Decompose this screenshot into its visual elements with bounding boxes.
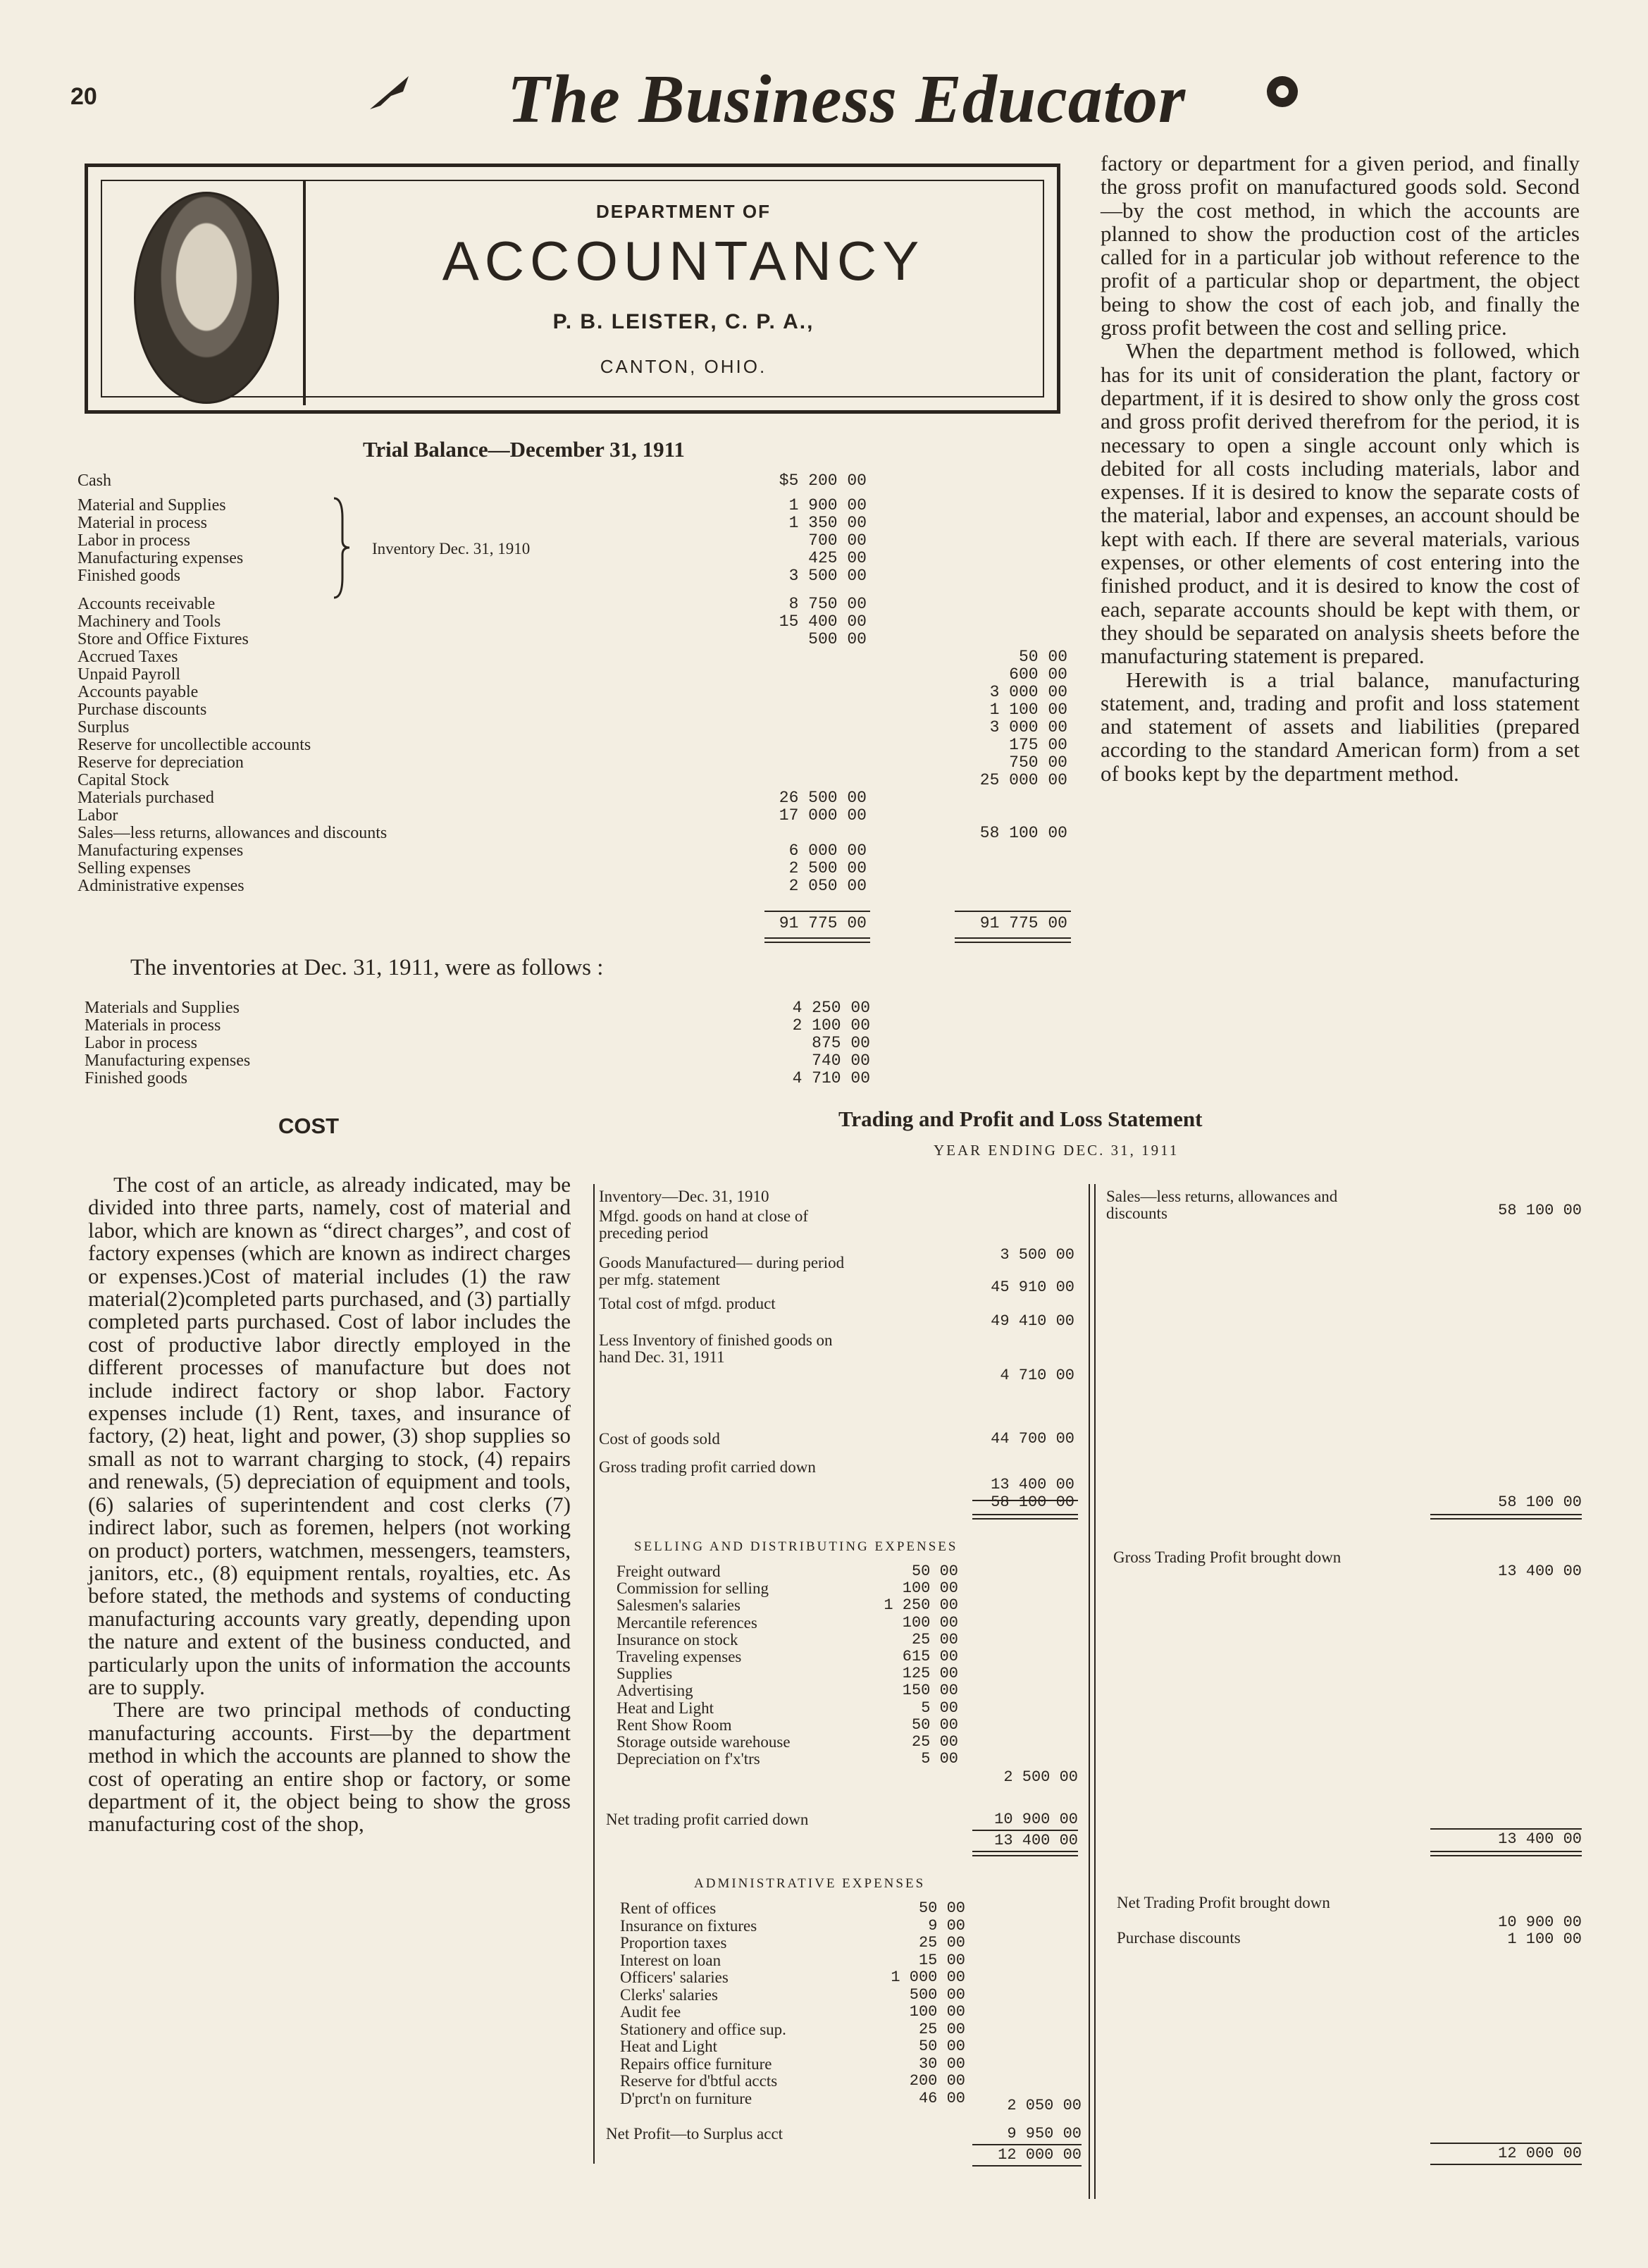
- trial-balance-label: Store and Office Fixtures: [78, 630, 249, 648]
- net-trading-label: Net trading profit carried down: [606, 1811, 809, 1828]
- selling-amount: 100 00: [902, 1613, 958, 1632]
- paragraph: There are two principal methods of conducting manufacturing accounts. First—by the department method in which the accounts are planned to show the cost of operating an entire shop or factory, or some department of it, the object being to show the gross manufacturing cost of the shop,: [88, 1697, 571, 1837]
- net-credit-amount: 10 900 00: [1498, 1913, 1582, 1931]
- quill-pen-icon: [366, 70, 416, 113]
- trial-balance-debit: 3 500 00: [788, 567, 867, 585]
- trial-balance-label: Sales—less returns, allowances and discounts: [78, 824, 388, 842]
- gross-credit-label: Gross Trading Profit brought down: [1113, 1548, 1342, 1566]
- column-rule: [1089, 1184, 1090, 2199]
- rule: [1430, 2143, 1582, 2144]
- trial-balance-label: Unpaid Payroll: [78, 665, 180, 684]
- net-credit-amount: 1 100 00: [1507, 1930, 1582, 1948]
- inventory-label: Finished goods: [85, 1069, 188, 1087]
- trading-debit-total: 58 100 00: [991, 1493, 1074, 1511]
- selling-sum: 13 400 00: [994, 1832, 1078, 1849]
- selling-amount: 50 00: [911, 1563, 958, 1580]
- inventory-value: 740 00: [812, 1052, 870, 1070]
- trial-balance-label: Purchase discounts: [78, 701, 207, 719]
- rule: [972, 1514, 1078, 1515]
- trial-balance-label: Reserve for depreciation: [78, 753, 244, 772]
- trading-debit-amount: 49 410 00: [991, 1312, 1074, 1330]
- trial-balance-debit: 1 350 00: [788, 514, 867, 532]
- cost-heading: COST: [278, 1114, 340, 1138]
- department-label: DEPARTMENT OF: [596, 201, 771, 222]
- selling-amount: 5 00: [921, 1750, 958, 1768]
- selling-label: Rent Show Room: [617, 1715, 732, 1734]
- rule: [972, 1830, 1078, 1831]
- right-column-text: [1101, 152, 1580, 785]
- admin-amount: 50 00: [918, 2038, 965, 2055]
- page-number: 20: [70, 83, 97, 110]
- rule: [764, 942, 870, 943]
- trial-balance-debit: 500 00: [808, 630, 867, 648]
- selling-label: Insurance on stock: [617, 1630, 738, 1648]
- rule: [972, 1518, 1078, 1520]
- admin-amount: 25 00: [918, 1934, 965, 1952]
- admin-amount: 30 00: [918, 2054, 965, 2073]
- trial-balance-credit: 25 000 00: [979, 771, 1067, 789]
- cost-text: [88, 1173, 571, 1836]
- selling-amount: 50 00: [911, 1715, 958, 1734]
- trial-balance-label: Accounts receivable: [78, 595, 216, 613]
- rule: [1430, 1518, 1582, 1520]
- admin-amount: 1 000 00: [891, 1968, 965, 1986]
- admin-label: Audit fee: [620, 2003, 681, 2021]
- selling-label: Depreciation on f'x'trs: [617, 1750, 760, 1768]
- trading-debit-label: Inventory—Dec. 31, 1910: [599, 1188, 769, 1205]
- selling-label: Salesmen's salaries: [617, 1596, 741, 1615]
- trial-balance-label: Manufacturing expenses: [78, 842, 244, 860]
- trading-debit-amount: 45 910 00: [991, 1278, 1074, 1296]
- trading-debit-label: Cost of goods sold: [599, 1430, 720, 1448]
- selling-amount: 5 00: [921, 1699, 958, 1717]
- admin-amount: 15 00: [918, 1951, 965, 1969]
- trial-balance-label: Selling expenses: [78, 859, 191, 877]
- trial-balance-credit: 50 00: [1018, 648, 1067, 666]
- statement-title: Trading and Profit and Loss Statement: [838, 1107, 1203, 1131]
- net-credit-total: 12 000 00: [1498, 2145, 1582, 2162]
- trading-debit-label: Less Inventory of finished goods on hand Dec. 31, 1911: [599, 1331, 833, 1366]
- author-portrait: [134, 192, 279, 404]
- rule: [972, 1855, 1078, 1856]
- gross-credit-amount: 13 400 00: [1498, 1563, 1582, 1580]
- admin-label: Interest on loan: [620, 1951, 721, 1969]
- admin-label: Repairs office furniture: [620, 2054, 772, 2073]
- rule: [1430, 1828, 1582, 1830]
- admin-total: 2 050 00: [1007, 2097, 1082, 2114]
- selling-label: Supplies: [617, 1665, 673, 1683]
- trading-debit-label: Mfgd. goods on hand at close of preceding period: [599, 1207, 809, 1242]
- admin-label: Stationery and office sup.: [620, 2020, 786, 2038]
- net-profit-amount: 9 950 00: [1007, 2125, 1082, 2143]
- masthead-title: The Business Educator: [507, 61, 1187, 137]
- trial-balance-label: Finished goods: [78, 567, 181, 585]
- trial-balance-label: Material in process: [78, 514, 207, 532]
- rule: [1430, 1851, 1582, 1852]
- selling-amount: 150 00: [902, 1682, 958, 1700]
- admin-amount: 500 00: [909, 1985, 965, 2004]
- rule: [955, 942, 1071, 943]
- admin-label: Officers' salaries: [620, 1968, 729, 1986]
- admin-amount: 200 00: [909, 2072, 965, 2090]
- net-profit-label: Net Profit—to Surplus acct: [606, 2125, 783, 2143]
- header-divider: [303, 180, 306, 405]
- rule: [955, 937, 1071, 939]
- trading-debit-amount: 3 500 00: [1000, 1246, 1074, 1264]
- paragraph: Herewith is a trial balance, manufacturing statement, and, trading and profit and loss statement and statement of assets and liabilities (prepared according to the standard American form) from a set of books kept by the department method.: [1101, 667, 1580, 786]
- trial-balance-credit: 3 000 00: [989, 718, 1067, 737]
- trading-debit-amount: 44 700 00: [991, 1430, 1074, 1448]
- trial-balance-debit: 26 500 00: [779, 789, 867, 807]
- selling-label: Storage outside warehouse: [617, 1733, 791, 1751]
- trial-balance-debit: 2 050 00: [788, 877, 867, 895]
- selling-amount: 125 00: [902, 1665, 958, 1683]
- admin-amount: 25 00: [918, 2020, 965, 2038]
- trial-balance-label: Manufacturing expenses: [78, 549, 244, 567]
- statement-subtitle: YEAR ENDING DEC. 31, 1911: [934, 1142, 1179, 1159]
- trial-balance-label: Capital Stock: [78, 771, 169, 789]
- trial-balance-credit: 3 000 00: [989, 683, 1067, 701]
- inventory-label: Materials and Supplies: [85, 999, 240, 1017]
- trading-credit-label: Sales—less returns, allowances and discounts: [1106, 1188, 1338, 1222]
- trial-balance-total-credit: 91 775 00: [979, 914, 1067, 932]
- selling-label: Mercantile references: [617, 1613, 757, 1632]
- trading-credit-amount: 58 100 00: [1498, 1202, 1582, 1219]
- author-city: CANTON, OHIO.: [600, 356, 767, 377]
- selling-label: Commission for selling: [617, 1579, 769, 1598]
- admin-label: Clerks' salaries: [620, 1985, 718, 2004]
- inventories-heading: The inventories at Dec. 31, 1911, were as follows :: [130, 955, 604, 980]
- author-name: P. B. LEISTER, C. P. A.,: [552, 310, 814, 333]
- trial-balance-debit: 15 400 00: [779, 612, 867, 631]
- inventory-value: 875 00: [812, 1034, 870, 1052]
- selling-amount: 100 00: [902, 1579, 958, 1598]
- ornament-icon: [1261, 70, 1303, 113]
- selling-amount: 25 00: [911, 1630, 958, 1648]
- trading-debit-label: Goods Manufactured— during period per mfg. statement: [599, 1254, 845, 1288]
- selling-total: 2 500 00: [1003, 1768, 1078, 1786]
- selling-heading: SELLING AND DISTRIBUTING EXPENSES: [634, 1539, 958, 1554]
- trial-balance-debit: 6 000 00: [788, 842, 867, 860]
- rule: [1430, 1514, 1582, 1515]
- admin-label: Proportion taxes: [620, 1934, 727, 1952]
- trial-balance-debit: 425 00: [808, 549, 867, 567]
- admin-amount: 50 00: [918, 1899, 965, 1917]
- inventory-label: Materials in process: [85, 1016, 221, 1035]
- paragraph: When the department method is followed, which has for its unit of consideration the plant, factory or department, if it is desired to show only the gross cost and gross profit derived therefrom for the period, it is necessary to open a single account only which is debited for all costs including materials, labor and expenses. If it is desired to know the separate costs of the material, labor and expenses, an account should be kept with each. If there are several materials, various expenses, or other elements of cost entering into the finished product, and it is desired to know the cost of each, separate accounts should be kept with them, or they should be separated on analysis sheets before the manufacturing statement is prepared.: [1101, 338, 1580, 669]
- trial-balance-label: Labor: [78, 806, 118, 825]
- trial-balance-label: Cash: [78, 472, 111, 490]
- rule: [972, 2144, 1082, 2145]
- trading-debit-amount: 13 400 00: [991, 1476, 1074, 1493]
- admin-amount: 100 00: [909, 2003, 965, 2021]
- admin-label: Reserve for d'btful accts: [620, 2072, 778, 2090]
- selling-amount: 25 00: [911, 1733, 958, 1751]
- selling-label: Traveling expenses: [617, 1648, 742, 1665]
- trading-debit-label: Gross trading profit carried down: [599, 1458, 816, 1476]
- inventory-value: 2 100 00: [792, 1016, 870, 1035]
- selling-label: Heat and Light: [617, 1699, 714, 1717]
- admin-label: Insurance on fixtures: [620, 1916, 757, 1935]
- trial-balance-debit: 700 00: [808, 531, 867, 550]
- trial-balance-credit: 600 00: [1009, 665, 1067, 684]
- trial-balance-debit: 17 000 00: [779, 806, 867, 825]
- inventory-value: 4 250 00: [792, 999, 870, 1017]
- trial-balance-label: Accounts payable: [78, 683, 199, 701]
- selling-amount: 615 00: [902, 1648, 958, 1665]
- paragraph: factory or department for a given period, and finally the gross profit on manufactured goods sold. Second—by the cost method, in which the accounts are planned to show the production cost of the articles called for in a particular job without reference to the profit of a particular shop or department, the object being to show the cost of each job, and finally the gross profit between the cost and selling price.: [1101, 151, 1580, 340]
- trading-debit-amount: 4 710 00: [1000, 1367, 1074, 1384]
- trial-balance-label: Materials purchased: [78, 789, 214, 807]
- rule: [764, 911, 870, 912]
- gross-credit-total: 13 400 00: [1498, 1830, 1582, 1848]
- trial-balance-credit: 1 100 00: [989, 701, 1067, 719]
- trial-balance-debit: $5 200 00: [779, 472, 867, 490]
- inventory-label: Labor in process: [85, 1034, 197, 1052]
- inventory-value: 4 710 00: [792, 1069, 870, 1087]
- department-title: ACCOUNTANCY: [442, 230, 925, 292]
- net-trading-amount: 10 900 00: [994, 1811, 1078, 1828]
- rule: [972, 1851, 1078, 1852]
- admin-amount: 9 00: [928, 1916, 965, 1935]
- admin-sum: 12 000 00: [998, 2146, 1082, 2164]
- net-credit-label: Net Trading Profit brought down: [1117, 1894, 1330, 1911]
- trial-balance-label: Accrued Taxes: [78, 648, 178, 666]
- trial-balance-credit: 175 00: [1009, 736, 1067, 754]
- rule: [1430, 2164, 1582, 2165]
- admin-label: Heat and Light: [620, 2038, 717, 2055]
- trial-balance-label: Reserve for uncollectible accounts: [78, 736, 311, 754]
- inventory-note: Inventory Dec. 31, 1910: [372, 540, 531, 557]
- column-rule: [1094, 1184, 1096, 2199]
- trial-balance-label: Administrative expenses: [78, 877, 244, 895]
- inventory-label: Manufacturing expenses: [85, 1052, 251, 1070]
- trial-balance-debit: 2 500 00: [788, 859, 867, 877]
- admin-amount: 46 00: [918, 2089, 965, 2107]
- trial-balance-total-debit: 91 775 00: [779, 914, 867, 932]
- admin-heading: ADMINISTRATIVE EXPENSES: [694, 1876, 926, 1891]
- admin-label: Rent of offices: [620, 1899, 717, 1917]
- column-rule: [593, 1184, 595, 2164]
- selling-amount: 1 250 00: [884, 1596, 958, 1615]
- trading-credit-total: 58 100 00: [1498, 1493, 1582, 1511]
- trial-balance-label: Material and Supplies: [78, 496, 226, 514]
- trial-balance-label: Labor in process: [78, 531, 190, 550]
- selling-label: Freight outward: [617, 1563, 721, 1580]
- rule: [972, 2165, 1082, 2167]
- trial-balance-title: Trial Balance—December 31, 1911: [363, 437, 685, 462]
- admin-label: D'prct'n on furniture: [620, 2089, 752, 2107]
- trial-balance-label: Surplus: [78, 718, 130, 737]
- paragraph: The cost of an article, as already indicated, may be divided into three parts, namely, cost of material and labor, which are known as “direct charges”, and cost of factory expenses (which are known as indirect charges or expenses.)Cost of material includes (1) the raw material(2)completed parts purchased, and (3) partially completed parts purchased. Cost of labor includes the cost of productive labor directly employed in the different processes of manufacture but does not include indirect factory or shop labor. Factory expenses include (1) Rent, taxes, and insurance of factory, (2) heat, light and power, (3) shop supplies so small as not to warrant charging to stock, (4) repairs and renewals, (5) depreciation of equipment and tools, (6) salaries of superintendent and cost clerks (7) indirect labor, such as foremen, helpers (not working on product) porters, watchmen, messengers, teamsters, janitors, etc., (8) equipment rentals, royalties, etc. As before stated, the methods and systems of conducting manufacturing accounts vary greatly, depending upon the nature and extent of the business conducted, and particularly upon the units of information the accounts are to supply.: [88, 1172, 571, 1699]
- selling-label: Advertising: [617, 1682, 693, 1700]
- trial-balance-debit: 1 900 00: [788, 496, 867, 514]
- trading-debit-label: Total cost of mfgd. product: [599, 1295, 776, 1312]
- trial-balance-debit: 8 750 00: [788, 595, 867, 613]
- rule: [764, 937, 870, 939]
- trial-balance-label: Machinery and Tools: [78, 612, 221, 631]
- rule: [1430, 1855, 1582, 1856]
- rule: [955, 911, 1071, 912]
- trial-balance-credit: 750 00: [1009, 753, 1067, 772]
- trial-balance-credit: 58 100 00: [979, 824, 1067, 842]
- net-credit-label: Purchase discounts: [1117, 1929, 1241, 1947]
